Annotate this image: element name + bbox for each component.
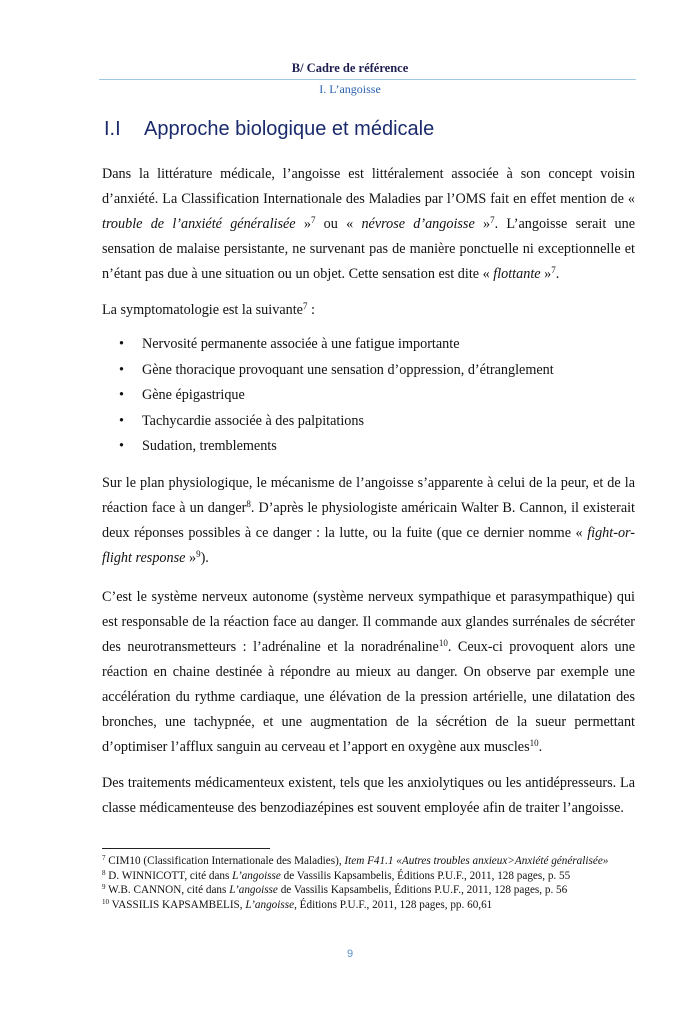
footnote-number: 8	[102, 868, 106, 877]
list-item-text: Nervosité permanente associée à une fatigue importante	[142, 336, 460, 352]
symptom-list	[102, 332, 635, 460]
footnote-item	[102, 883, 642, 898]
footnote-italic: L’angoisse	[229, 884, 278, 896]
bullet-glyph: •	[119, 387, 124, 403]
p1-text-a: Dans la littérature médicale, l’angoisse est littéralement associée à son concept voisin d’anxiété. La Classification Internationale des Maladies par l’OMS fait en effet mention de «	[102, 166, 635, 207]
list-item	[102, 409, 635, 435]
footnote-ref: 7	[310, 215, 316, 225]
p3-text-a: Sur le plan physiologique, le mécanisme de l’angoisse s’apparente à celui de la peur, et de la réaction face à un danger	[102, 474, 635, 516]
footnote-text: D. WINNICOTT, cité dans	[105, 869, 233, 882]
bullet-glyph: •	[119, 361, 124, 378]
footnote-number: 7	[102, 854, 106, 862]
page-number: 9	[346, 948, 354, 960]
paragraph-1	[102, 162, 635, 287]
paragraph-3	[102, 471, 635, 571]
p3-text-e: ).	[200, 549, 209, 566]
header-divider	[99, 79, 636, 80]
footnote-text: VASSILIS KAPSAMBELIS,	[109, 898, 246, 911]
p1-italic-term-1: trouble de l’anxiété généralisée	[102, 216, 296, 232]
list-item	[102, 358, 635, 384]
p4-text-a: C’est le système nerveux autonome (système nerveux sympathique et parasympathique) qui est responsable de la réaction face au danger. Il commande aux glandes surrénales de sécréter des neurotransmetteurs : l’adrénaline et la noradrénaline	[102, 588, 635, 655]
list-item-text: Gène thoracique provoquant une sensation d’oppression, d’étranglement	[142, 361, 554, 378]
p4-text-b: . Ceux-ci provoquent alors une réaction en chaine destinée à répondre au mieux au danger. On observe par exemple une accélération du rythme cardiaque, une élévation de la pression artérielle, une dilatation des bronches, une tachypnée, et une augmentation de la sécrétion de la sueur permettant d’optimiser l’afflux sanguin au cerveau et l’apport en oxygène aux muscles	[102, 638, 635, 755]
footnote-item	[102, 869, 642, 884]
p1-italic-term-2: névrose d’angoisse	[361, 216, 475, 232]
p1-text-f: »	[474, 216, 491, 232]
p1-text-g: . L’angoisse serait une sensation de malaise persistante, ne survenant pas de manière ponctuelle ni exceptionnelle et n’étant pas due à une situation ou un objet. Cette sensation est dite «	[102, 216, 636, 282]
running-header-title: B/ Cadre de référence	[291, 61, 409, 75]
bullet-glyph: •	[119, 336, 124, 352]
p1-italic-term-3: flottante	[493, 266, 541, 282]
footnote-text: de Vassilis Kapsambelis, Éditions P.U.F., 2011, 128 pages, p. 55	[280, 869, 571, 882]
list-item-text: Tachycardie associée à des palpitations	[142, 412, 364, 429]
list-item-text: Sudation, tremblements	[142, 438, 277, 454]
bullet-glyph: •	[119, 438, 124, 454]
p1-text-j: .	[555, 266, 560, 282]
paragraph-5: Des traitements médicamenteux existent, tels que les anxiolytiques ou les antidépresseurs. La classe médicamenteuse des benzodiazépines est souvent employée afin de traiter l’angoisse.	[102, 774, 635, 816]
list-item	[102, 383, 635, 409]
footnote-ref: 7	[302, 301, 308, 311]
p3-italic-term: fight-or-flight response	[102, 524, 635, 566]
list-item	[102, 332, 635, 358]
section-heading	[104, 118, 434, 141]
footnote-number: 10	[102, 897, 109, 906]
section-number: I.I	[104, 118, 121, 140]
section-title: Approche biologique et médicale	[144, 118, 435, 140]
paragraph-4	[102, 585, 635, 760]
footnote-italic: L’angoisse	[232, 869, 281, 882]
p1-text-d: ou «	[315, 216, 362, 232]
footnote-ref: 10	[529, 737, 539, 748]
running-header-subtitle: I. L’angoisse	[319, 82, 381, 96]
p2-text-b: :	[307, 302, 315, 318]
footnote-italic: Item F41.1 «Autres troubles anxieux>Anxiété généralisée»	[344, 855, 609, 867]
bullet-glyph: •	[119, 412, 124, 429]
footnote-item	[102, 898, 642, 913]
footnote-item	[102, 854, 642, 869]
footnote-text: CIM10 (Classification Internationale des Maladies),	[105, 855, 345, 867]
p1-text-i: »	[540, 266, 552, 282]
list-item	[102, 434, 635, 460]
footnote-italic: L’angoisse	[245, 898, 295, 911]
footnote-number: 9	[102, 883, 106, 891]
paragraph-2	[102, 298, 635, 323]
footnote-ref: 7	[490, 215, 495, 225]
footnote-text: de Vassilis Kapsambelis, Éditions P.U.F., 2011, 128 pages, p. 56	[277, 884, 568, 896]
footnote-ref: 10	[438, 637, 448, 648]
p1-text-c: »	[295, 216, 311, 232]
footnote-separator	[102, 848, 270, 849]
footnote-ref: 9	[196, 548, 201, 559]
footnote-ref: 8	[246, 498, 251, 509]
body-text	[102, 162, 635, 821]
footnote-ref: 7	[551, 265, 556, 275]
p2-text-a: La symptomatologie est la suivante	[102, 302, 303, 318]
footnotes	[102, 854, 642, 912]
footnote-text: , Éditions P.U.F., 2011, 128 pages, pp. 60,61	[294, 898, 493, 911]
footnote-text: W.B. CANNON, cité dans	[105, 884, 230, 896]
p4-text-c: .	[538, 738, 543, 755]
p3-text-b: . D’après le physiologiste américain Walter B. Cannon, il existerait deux réponses possibles à ce danger : la lutte, ou la fuite (que ce dernier nomme «	[102, 499, 635, 541]
p3-text-d: »	[185, 549, 197, 566]
list-item-text: Gène épigastrique	[142, 387, 245, 403]
